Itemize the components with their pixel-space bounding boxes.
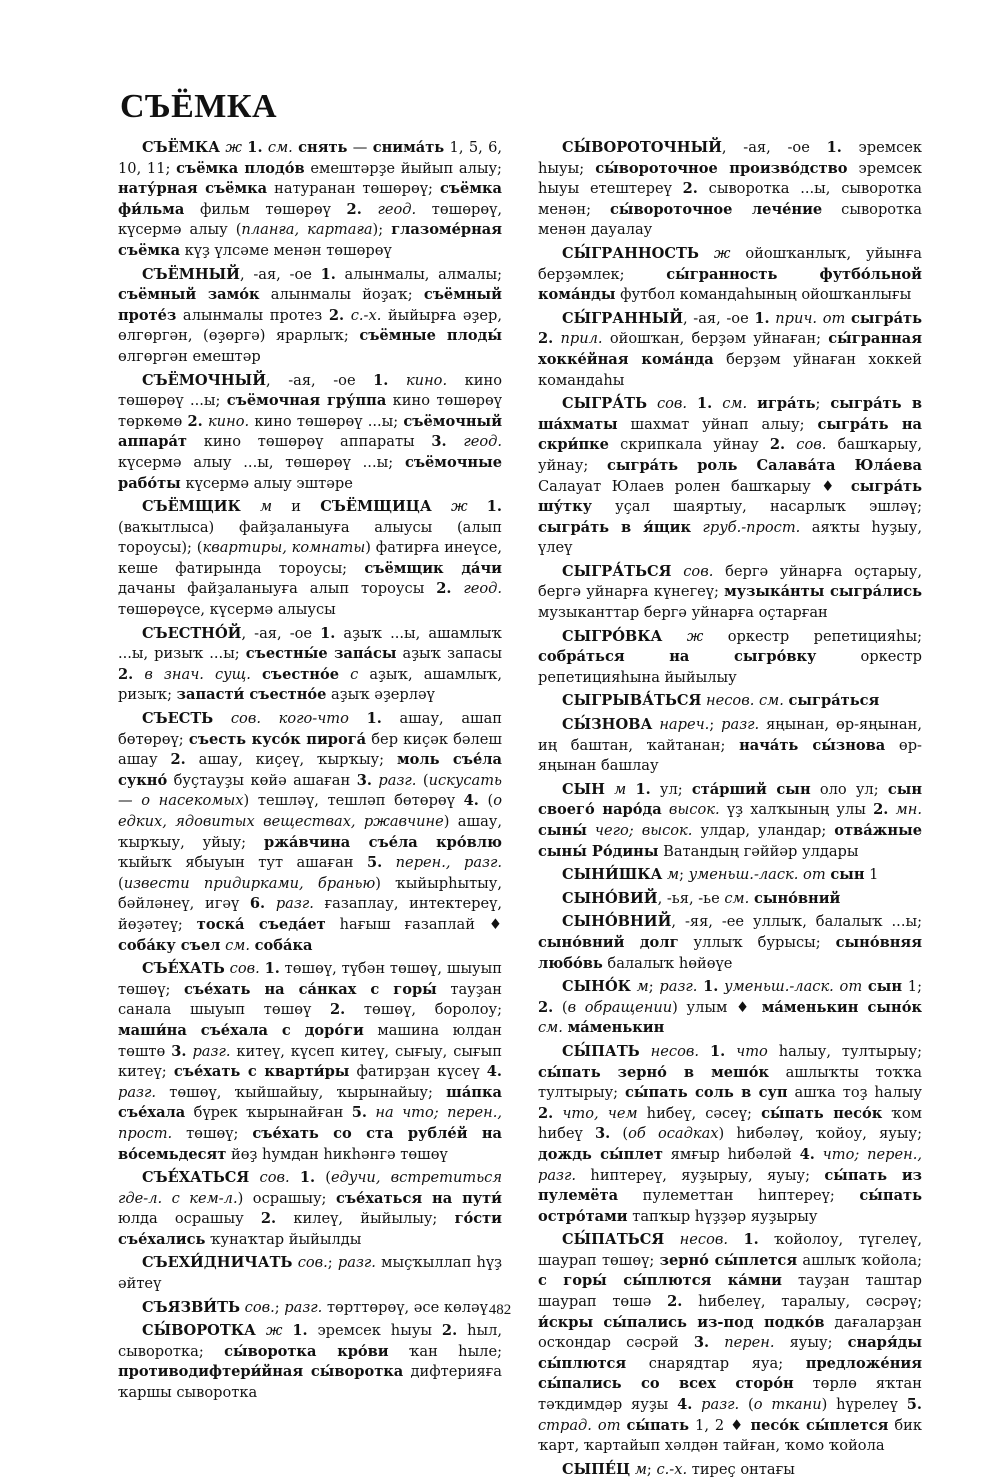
right-column: [538, 138, 923, 1478]
dictionary-entry: СЫПЕ́Ц м; с.-х. тиреҫ онтағы: [562, 1460, 795, 1478]
dictionary-entry: СЪЕ́ХАТЬ сов. 1. төшөү, түбән төшөү, шыуып төшөү; съе́хать на са́нках с горы́ тауҙан санала шыуып төшөү 2. төшөү, боролоу; маши́на съе́хала с доро́ги машина юлдан төштө 3. разг. китеү, күсеп китеү, сығыу, сығып китеү; съе́хать с кварти́ры фатирҙан күсеү 4. разг. төшөү, ҡыйшайыу, ҡырынайыу; ша́пка съе́хала бүрек ҡырынайған 5. на что; перен., прост. төшөү; съе́хать со ста рубле́й на во́семьдесят йөҙ һумдан һикһәнгә төшөү: [118, 960, 503, 1163]
dictionary-entry: СЫН м 1. ул; ста́рший сын оло ул; сын своего́ наро́да высок. үҙ халҡының улы 2. мн. сыны́ чего; высок. улдар, уландар; отва́жные сыны́ Ро́дины Ватандың гәййәр улдары: [538, 780, 923, 860]
dictionary-entry: СЫНО́К м; разг. 1. уменьш.-ласк. от сын 1; 2. (в обращении) улым ♦ ма́менькин сыно́к см. ма́менькин: [538, 978, 922, 1037]
dictionary-entry: СЪЕХИ́ДНИЧАТЬ сов.; разг. мыҫҡыллап һүҙ әйтеү: [118, 1254, 502, 1293]
dictionary-entry: СЪЕ́ХАТЬСЯ сов. 1. (едучи, встретиться где-л. с кем-л.) осрашыу; съе́хаться на пути́ юлда осрашыу 2. килеү, йыйылыу; го́сти съе́хались ҡунаҡтар йыйылды: [118, 1169, 503, 1248]
dictionary-entry: СЫГРА́ТЬСЯ сов. бергә уйнарға оҫтарыу, бергә уйнарға күнегеү; музыка́нты сыгра́лись музыканттар бергә уйнарға оҫтарған: [538, 562, 922, 622]
dictionary-entry: СЪЕСТНО́Й, -ая, -ое 1. аҙыҡ ...ы, ашамлыҡ ...ы, ризыҡ ...ы; съестны́е запа́сы аҙыҡ запасы 2. в знач. сущ. съестно́е с аҙыҡ, ашамлыҡ, ризыҡ; запасти́ съестно́е аҙыҡ әҙерләү: [118, 624, 502, 704]
dictionary-entry: СЪЁМКА ж 1. см. снять — снима́ть 1, 5, 6, 10, 11; съёмка плодо́в емештәрҙе йыйып алыу; нату́рная съёмка натуранан төшөрөү; съёмка фи́льма фильм төшөрөү 2. геод. төшөрөү, күсермә алыу (планға, картаға); глазоме́рная съёмка күҙ үлсәме менән төшөрөү: [118, 139, 503, 259]
dictionary-entry: СЫ́ПАТЬ несов. 1. что һалыу, тултырыу; сы́пать зерно́ в мешо́к ашлыҡты тоҡҡа тултырыу; сы́пать соль в суп ашҡа тоҙ һалыу 2. что, чем һибеү, сәсеү; сы́пать песо́к ҡом һибеү 3. (об осадках) һибәләү, ҡойоу, яуыу; дождь сы́плет ямғыр һибәләй 4. что; перен., разг. һиптереү, яуҙырыу, яуыу; сы́пать из пулемёта пулеметтан һиптереү; сы́пать остро́тами тапҡыр һүҙҙәр яуҙырыу: [538, 1042, 923, 1225]
dictionary-entry: СЫ́ВОРОТОЧНЫЙ, -ая, -ое 1. эремсек һыуы; сы́вороточное произво́дство эремсек һыуы етештереү 2. сыворотка ...ы, сыворотка менән; сы́вороточное лече́ние сыворотка менән дауалау: [538, 139, 923, 239]
dictionary-entry: СЫНО́ВИЙ, -ья, -ье см. сыно́вний: [562, 889, 841, 907]
dictionary-entry: СЫНИ́ШКА м; уменьш.-ласк. от сын 1: [562, 866, 879, 884]
dictionary-entry: СЪЁМОЧНЫЙ, -ая, -ое 1. кино. кино төшөрөү ...ы; съёмочная гру́ппа кино төшөрөү төркөмө 2. кино. кино төшөрөү ...ы; съёмочный аппара́т кино төшөрөү аппараты 3. геод. күсермә алыу ...ы, төшөрөү ...ы; съёмочные рабо́ты күсермә алыу эштәре: [118, 371, 503, 492]
dictionary-entry: СЫГРО́ВКА ж оркестр репетицияһы; собра́ться на сыгро́вку оркестр репетицияһына йыйылыу: [538, 627, 922, 686]
running-head: СЪЁМКА: [120, 88, 278, 125]
dictionary-entry: СЪЕСТЬ сов. кого-что 1. ашау, ашап бөтөрөү; съесть кусо́к пирога́ бер киҫәк бәлеш ашау 2. ашау, киҫеү, ҡырҡыу; моль съе́ла сукно́ буҫтауҙы көйә ашаған 3. разг. (искусать — о насекомых) тешләү, тешләп бөтөрөү 4. (о едких, ядовитых веществах, ржавчине) ашау, ҡырҡыу, уйыу; ржа́вчина съе́ла кро́влю ҡыйыҡ ябыуын тут ашаған 5. перен., разг. (извести придирками, бранью) ҡыйырһытыу, бәйләнеү, игәү 6. разг. ғазаплау, интектереү, йөҙәтеү; тоска́ съеда́ет һағыш ғазаплай ♦ соба́ку съел см. соба́ка: [118, 710, 503, 954]
dictionary-entry: СЪЁМЩИК м и СЪЁМЩИЦА ж 1. (ваҡытлыса) файҙаланыуға алыусы (алып тороусы); (квартиры, комнаты) фатирға инеүсе, кеше фатирында тороусы; съёмщик да́чи дачаны файҙаланыуға алып тороусы 2. геод. төшөрөүсе, күсермә алыусы: [118, 498, 503, 619]
dictionary-entry: СЫГРА́ТЬ сов. 1. см. игра́ть; сыгра́ть в ша́хматы шахмат уйнап алыу; сыгра́ть на скри́пке скрипкала уйнау 2. сов. башҡарыу, уйнау; сыгра́ть роль Салава́та Юла́ева Салауат Юлаев ролен башҡарыу ♦ сыгра́ть шу́тку уҫал шаяртыу, насарлыҡ эшләү; сыгра́ть в я́щик груб.-прост. аяҡты һуҙыу, үлеү: [538, 395, 923, 557]
dictionary-entry: СЫГРЫВА́ТЬСЯ несов. см. сыгра́ться: [562, 692, 880, 710]
dictionary-entry: СЪЯЗВИ́ТЬ сов.; разг. төрттөрөү, әсе көләү: [142, 1298, 488, 1316]
page-number: 482: [488, 1302, 512, 1318]
dictionary-entry: СЫ́ПАТЬСЯ несов. 1. ҡойолоу, түгелеү, шаурап төшөү; зерно́ сы́плется ашлыҡ ҡойола; с горы́ сы́плются ка́мни тауҙан таштар шаурап төшә 2. һибелеү, таралыу, сәсрәү; и́скры сы́пались из-под подко́в дағаларҙан осҡондар сәсрәй 3. перен. яуыу; снаря́ды сы́плются снарядтар яуа; предложе́ния сы́пались со всех сторо́н төрлө яҡтан тәҡдимдәр яуҙы 4. разг. (о ткани) һүрелеү 5. страд. от сы́пать 1, 2 ♦ песо́к сы́плется бик ҡарт, ҡартайып хәлдән тайған, ҡомо ҡойола: [538, 1231, 923, 1455]
dictionary-entry: СЪЁМНЫЙ, -ая, -ое 1. алынмалы, алмалы; съёмный замо́к алынмалы йоҙаҡ; съёмный проте́з алынмалы протез 2. с.-х. йыйырға әҙер, өлгөргән, (өҙөргә) ярарлыҡ; съёмные плоды́ өлгөргән емештәр: [118, 265, 503, 365]
dictionary-entry: СЫ́ВОРОТКА ж 1. эремсек һыуы 2. һыл, сыворотка; сы́воротка кро́ви ҡан һыле; противодифтери́йная сы́воротка дифтерияға ҡаршы сыворотка: [118, 1322, 503, 1402]
dictionary-entry: СЫНО́ВНИЙ, -яя, -ее уллыҡ, балалыҡ ...ы; сыно́вний долг уллыҡ бурысы; сыно́вняя любо́вь балалыҡ һөйөүе: [538, 913, 922, 972]
dictionary-entry: СЫ́ГРАННЫЙ, -ая, -ое 1. прич. от сыгра́ть 2. прил. ойошҡан, берҙәм уйнаған; сы́гранная хокке́йная кома́нда берҙәм уйнаған хоккей командаһы: [538, 309, 923, 389]
dictionary-entry: СЫ́ГРАННОСТЬ ж ойошҡанлыҡ, уйынға берҙәмлек; сы́гранность футбо́льной кома́нды футбол командаһының ойошҡанлығы: [538, 244, 922, 304]
dictionary-entry: СЫ́ЗНОВА нареч.; разг. яңынан, өр-яңынан, иң баштан, ҡайтанан; нача́ть сы́знова өр-яңынан башлау: [538, 716, 922, 775]
